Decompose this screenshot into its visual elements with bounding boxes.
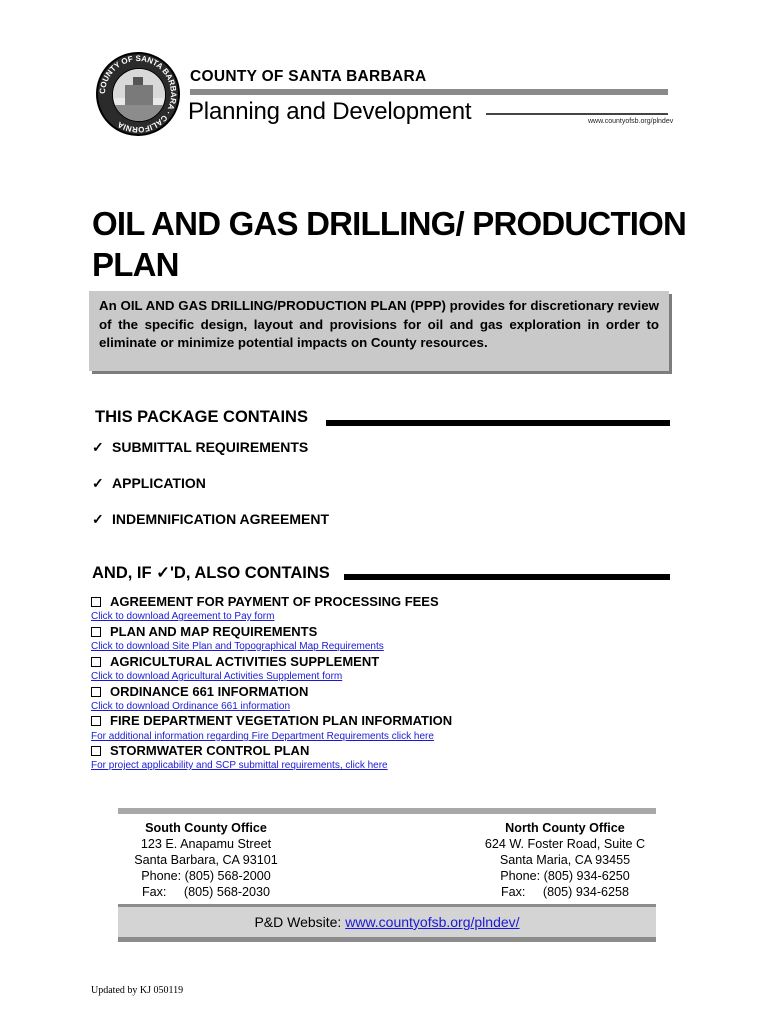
south-county-office [126, 820, 286, 900]
optional-item: ORDINANCE 661 INFORMATION [91, 684, 308, 699]
svg-text:COUNTY OF SANTA BARBARA · CALI: COUNTY OF SANTA BARBARA · CALIFORNIA [98, 54, 178, 134]
checkbox-icon[interactable] [91, 657, 101, 667]
optional-item: PLAN AND MAP REQUIREMENTS [91, 624, 317, 639]
optional-item: FIRE DEPARTMENT VEGETATION PLAN INFORMATION [91, 713, 452, 728]
department-name: Planning and Development [188, 98, 472, 125]
package-heading-bar [326, 420, 670, 426]
package-item: ✓ INDEMNIFICATION AGREEMENT [92, 511, 329, 527]
download-link[interactable]: Click to download Agreement to Pay form [91, 611, 275, 622]
office-fax: Fax: (805) 568-2030 [141, 885, 271, 899]
website-link[interactable]: www.countyofsb.org/plndev/ [345, 914, 520, 930]
info-link[interactable]: For additional information regarding Fire Department Requirements click here [91, 731, 434, 742]
download-link[interactable]: Click to download Agricultural Activities Supplement form [91, 671, 343, 682]
office-address: 624 W. Foster Road, Suite C [484, 837, 646, 851]
office-name: North County Office [505, 821, 625, 835]
office-city: Santa Barbara, CA 93101 [134, 853, 278, 867]
county-seal-logo [96, 52, 180, 136]
checkmark-icon: ✓ [92, 511, 104, 527]
package-item: ✓ APPLICATION [92, 475, 206, 491]
office-city: Santa Maria, CA 93455 [499, 853, 631, 867]
info-link[interactable]: For project applicability and SCP submittal requirements, click here [91, 760, 388, 771]
optional-item: AGRICULTURAL ACTIVITIES SUPPLEMENT [91, 654, 379, 669]
checkbox-icon[interactable] [91, 746, 101, 756]
checkbox-icon[interactable] [91, 627, 101, 637]
download-link[interactable]: Click to download Ordinance 661 information [91, 701, 290, 712]
county-name: COUNTY OF SANTA BARBARA [190, 68, 427, 85]
optional-heading-bar [344, 574, 670, 580]
optional-heading: AND, IF ✓'D, ALSO CONTAINS [92, 564, 330, 582]
header-rule-gray [190, 89, 668, 95]
checkbox-icon[interactable] [91, 716, 101, 726]
checkbox-icon[interactable] [91, 687, 101, 697]
office-name: South County Office [145, 821, 267, 835]
package-item: ✓ SUBMITTAL REQUIREMENTS [92, 439, 309, 455]
office-phone: Phone: (805) 934-6250 [500, 869, 630, 883]
download-link[interactable]: Click to download Site Plan and Topographical Map Requirements [91, 641, 384, 652]
header-url: www.countyofsb.org/plndev [588, 118, 674, 125]
office-fax: Fax: (805) 934-6258 [500, 885, 630, 899]
north-county-office [474, 820, 656, 900]
page-title: OIL AND GAS DRILLING/ PRODUCTION PLAN [92, 205, 687, 283]
intro-box: An OIL AND GAS DRILLING/PRODUCTION PLAN (PPP) provides for discretionary review of the specific design, layout and provisions for oil and gas exploration in order to eliminate or minimize potential impacts on County resources. [89, 291, 669, 371]
optional-item: AGREEMENT FOR PAYMENT OF PROCESSING FEES [91, 594, 439, 609]
updated-note: Updated by KJ 050119 [91, 985, 184, 996]
website-line: P&D Website: www.countyofsb.org/plndev/ [254, 914, 520, 930]
checkmark-icon: ✓ [92, 439, 104, 455]
contact-box-bottom-border [118, 937, 656, 942]
optional-item: STORMWATER CONTROL PLAN [91, 743, 309, 758]
header-rule-thin [486, 113, 668, 115]
office-address: 123 E. Anapamu Street [140, 837, 272, 851]
seal-ring-text [98, 54, 178, 134]
checkbox-icon[interactable] [91, 597, 101, 607]
package-heading: THIS PACKAGE CONTAINS [95, 408, 308, 426]
checkmark-icon: ✓ [92, 475, 104, 491]
office-phone: Phone: (805) 568-2000 [141, 869, 271, 883]
